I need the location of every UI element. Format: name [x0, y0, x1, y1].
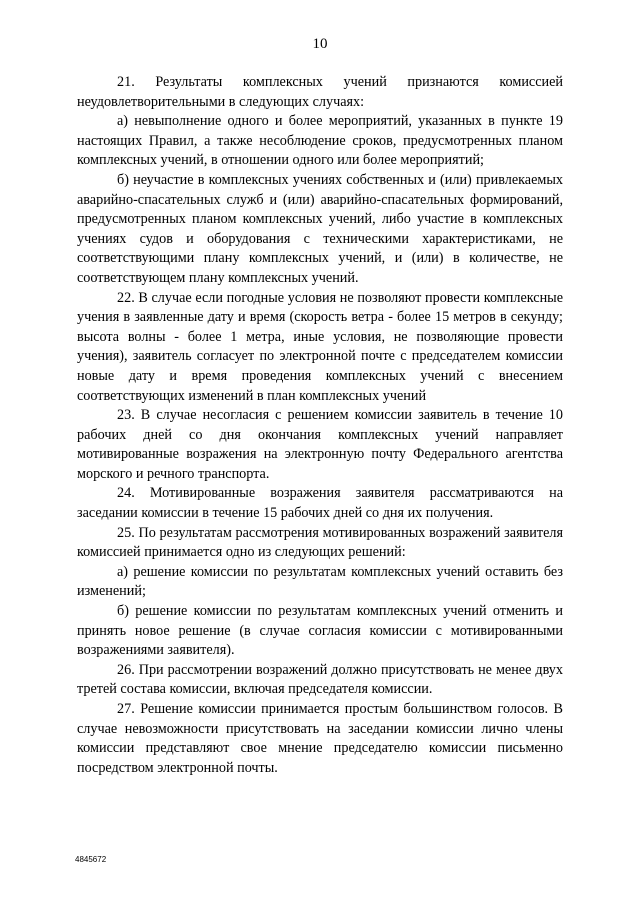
- paragraph-26: 26. При рассмотрении возражений должно присутствовать не менее двух третей состава комиссии, включая председателя комиссии.: [77, 661, 563, 698]
- paragraph-23: 23. В случае несогласия с решением комиссии заявитель в течение 10 рабочих дней со дня окончания комплексных учений направляет мотивированные возражения на электронную почту Федерального агентства морского и речного транспорта.: [77, 407, 563, 482]
- paragraph-27: 27. Решение комиссии принимается простым большинством голосов. В случае невозможности присутствовать на заседании комиссии лично члены комиссии представляют свое мнение председателю комиссии письменно посредством электронной почты.: [77, 701, 563, 776]
- paragraph-25: 25. По результатам рассмотрения мотивированных возражений заявителя комиссией принимается одно из следующих решений:: [77, 524, 563, 561]
- paragraph-22: 22. В случае если погодные условия не позволяют провести комплексные учения в заявленные дату и время (скорость ветра - более 15 метров в секунду; высота волны - более 1 метра, иные условия, не позволяющие провести учения), заявитель согласует по электронной почте с председателем комиссии новые дату и время проведения комплексных учений с внесением соответствующих изменений в план комплексных учений: [77, 289, 563, 404]
- paragraph-25-b: б) решение комиссии по результатам комплексных учений отменить и принять новое решение (в случае согласия комиссии с мотивированными возражениями заявителя).: [77, 603, 563, 659]
- paragraph-21-a: а) невыполнение одного и более мероприятий, указанных в пункте 19 настоящих Правил, а также несоблюдение сроков, предусмотренных планом комплексных учений, в отношении одного или более мероприятий;: [77, 113, 563, 169]
- paragraph-21-b: б) неучастие в комплексных учениях собственных и (или) привлекаемых аварийно-спасательных служб и (или) аварийно-спасательных формирований, предусмотренных планом комплексных учений, либо участие в комплексных учениях судов и оборудования с техническими характеристиками, не соответствующими плану комплексных учений, и (или) в количестве, не соответствующем плану комплексных учений.: [77, 171, 563, 286]
- paragraph-21: 21. Результаты комплексных учений признаются комиссией неудовлетворительными в следующих случаях:: [77, 74, 563, 110]
- paragraph-25-a: а) решение комиссии по результатам комплексных учений оставить без изменений;: [77, 563, 563, 600]
- document-body: [77, 73, 563, 778]
- page-number: 10: [312, 36, 328, 52]
- document-code: 4845672: [75, 855, 107, 864]
- paragraph-24: 24. Мотивированные возражения заявителя рассматриваются на заседании комиссии в течение 15 рабочих дней со дня их получения.: [77, 485, 563, 522]
